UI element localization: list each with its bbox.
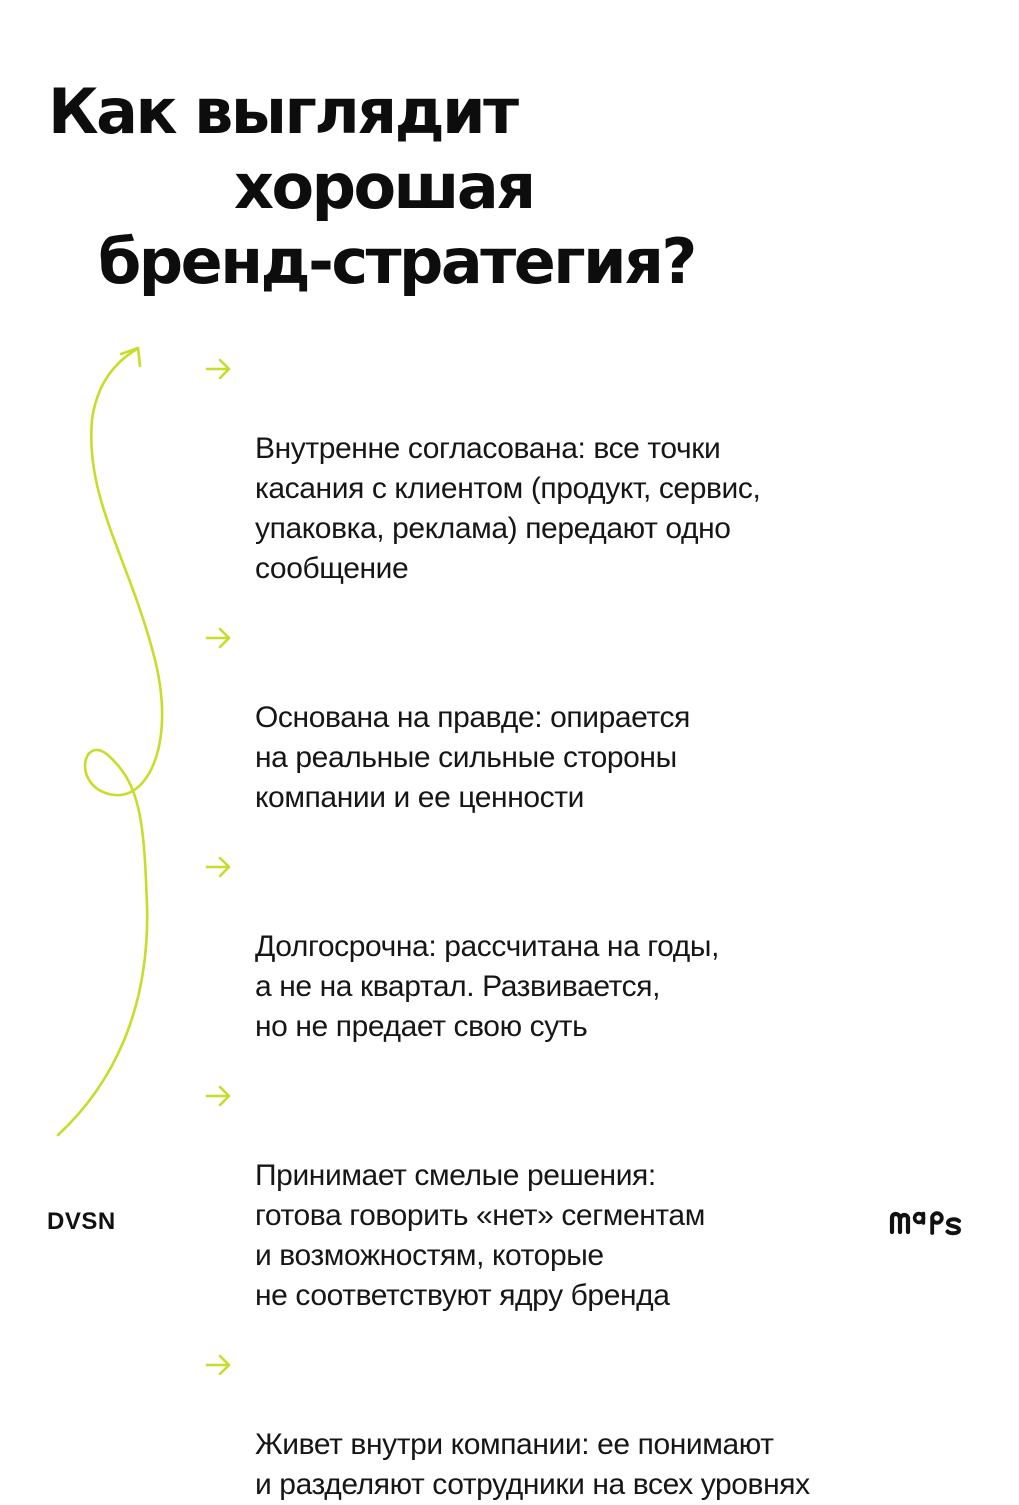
- list-item: [205, 847, 905, 1047]
- squiggle-arrow-icon: [0, 0, 200, 1150]
- arrow-right-icon: [205, 1084, 233, 1108]
- arrow-right-icon: [205, 1353, 233, 1377]
- arrow-right-icon: [205, 357, 233, 381]
- list-item: [205, 618, 905, 818]
- arrow-right-icon: [205, 626, 233, 650]
- list-item: [205, 1076, 905, 1316]
- title-line-1: Как выглядит: [48, 75, 517, 148]
- title-line-3: бренд-стратегия?: [98, 225, 695, 298]
- list-item-text: Основана на правде: опирается на реальные сильные стороны компании и ее ценности: [255, 701, 690, 814]
- list-item-text: Принимает смелые решения: готова говорить «нет» сегментам и возможностям, которые не соответствуют ядру бренда: [255, 1159, 705, 1312]
- list-item: [205, 1345, 905, 1505]
- list-item-text: Внутренне согласована: все точки касания с клиентом (продукт, сервис, упаковка, реклама) передают одно сообщение: [255, 432, 761, 585]
- list-item-text: Живет внутри компании: ее понимают и разделяют сотрудники на всех уровнях: [255, 1428, 810, 1501]
- list-item: [205, 349, 905, 589]
- mads-logo: [889, 1200, 973, 1240]
- list-item-text: Долгосрочна: рассчитана на годы, а не на квартал. Развивается, но не предает свою суть: [255, 930, 720, 1043]
- title-line-2: хорошая: [234, 150, 534, 223]
- brand-name: DVSN: [47, 1208, 116, 1235]
- arrow-right-icon: [205, 855, 233, 879]
- feature-list: [205, 349, 905, 1505]
